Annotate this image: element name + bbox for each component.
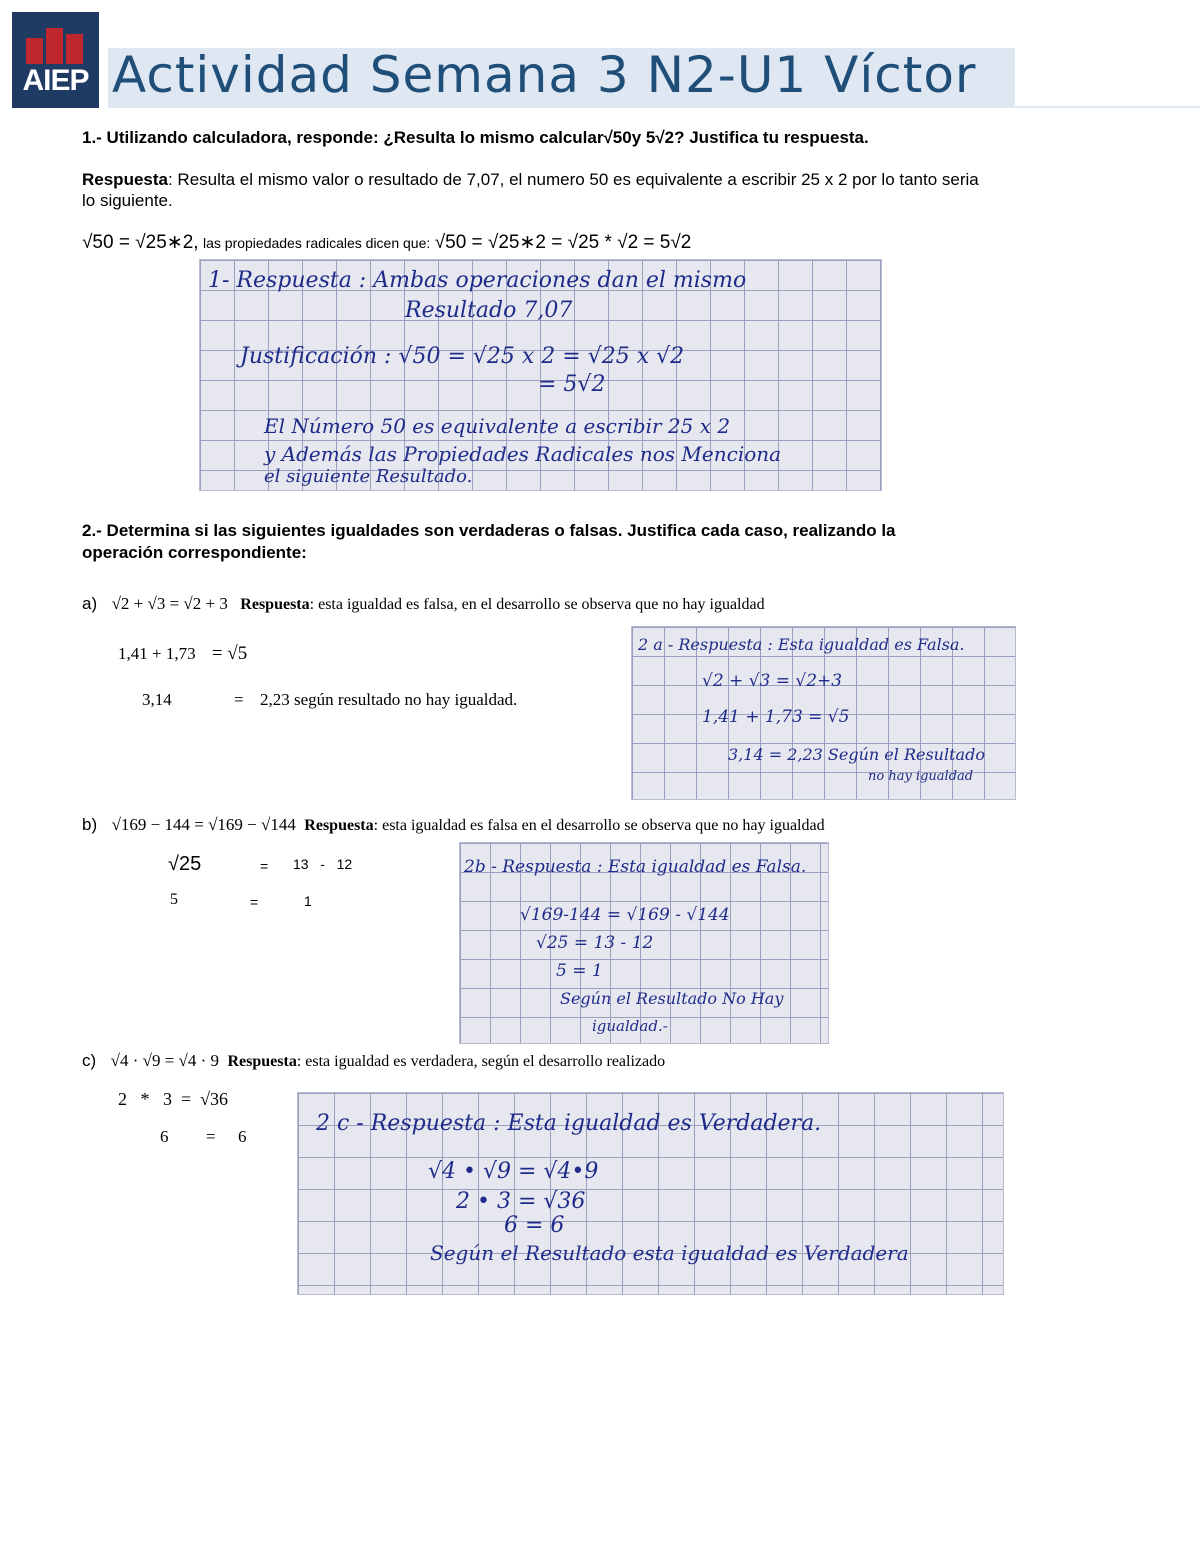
aiep-logo	[12, 12, 99, 108]
hw-2b-line: Según el Resultado No Hay	[560, 989, 784, 1008]
page-title: Actividad Semana 3 N2-U1 Víctor	[112, 46, 977, 104]
item-2a-label: a)	[82, 594, 98, 613]
hw-2b-line: igualdad.-	[592, 1017, 668, 1035]
item-2b-label: b)	[82, 815, 98, 834]
handwritten-photo-2b	[459, 842, 829, 1044]
item-2a-step2-left: 3,14	[142, 690, 172, 709]
hw-2b-line: √25 = 13 - 12	[536, 933, 654, 953]
item-2b-resp-label: Respuesta	[304, 817, 374, 834]
item-2b-step1-right: 13 - 12	[293, 856, 353, 872]
hw-2a-line: 1,41 + 1,73 = √5	[702, 707, 850, 727]
answer-1-text-2: lo siguiente.	[82, 191, 173, 210]
hw-2a-line: √2 + √3 = √2+3	[702, 671, 843, 691]
formula-1-text: las propiedades radicales dicen que:	[203, 235, 431, 251]
hw-1-line: Resultado 7,07	[405, 298, 573, 323]
hw-1-line: = 5√2	[538, 372, 606, 397]
hw-2c-line: 6 = 6	[504, 1213, 565, 1238]
item-2a-resp-text: : esta igualdad es falsa, en el desarrollo se observa que no hay igualdad	[309, 596, 765, 613]
hw-2c-line: Según el Resultado esta igualdad es Verdadera	[430, 1241, 909, 1265]
step1-right: = √5	[211, 643, 248, 664]
item-2a-expr: √2 + √3 = √2 + 3	[111, 594, 228, 613]
hw-1-line: el siguiente Resultado.	[264, 466, 473, 487]
item-2c-step1: 2 * 3 = √36	[118, 1089, 229, 1109]
handwritten-photo-2c	[297, 1092, 1004, 1295]
hw-2b-line: 5 = 1	[556, 961, 603, 981]
item-2b-step2-eq: =	[250, 894, 259, 910]
item-2c-resp-label: Respuesta	[227, 1053, 297, 1070]
item-2b-expr: √169 − 144 = √169 − √144	[111, 815, 296, 834]
hw-1-line: El Número 50 es equivalente a escribir 25 x 2	[264, 414, 731, 438]
question-2-line2: operación correspondiente:	[82, 543, 307, 562]
formula-1b: √50 = √25∗2 = √25 * √2 = 5√2	[434, 232, 692, 253]
item-2a-step1	[118, 643, 247, 665]
answer-1	[82, 169, 1132, 211]
item-2b-step2-right: 1	[304, 893, 312, 909]
hw-1-line: y Además las Propiedades Radicales nos Menciona	[264, 442, 782, 466]
item-2b-step1-eq: =	[260, 858, 269, 874]
item-2a-resp-label: Respuesta	[240, 596, 310, 613]
item-2b	[82, 815, 825, 835]
step1-left: 1,41 + 1,73	[118, 644, 196, 663]
hw-2a-line: no hay igualdad	[868, 769, 974, 784]
item-2a-step2-eq: =	[234, 690, 244, 709]
answer-1-label: Respuesta	[82, 170, 168, 189]
hw-2c-line: √4 • √9 = √4•9	[428, 1159, 599, 1184]
handwritten-photo-2a	[631, 626, 1016, 800]
item-2a-step2-right: 2,23 según resultado no hay igualdad.	[260, 690, 518, 709]
formula-1	[82, 231, 691, 254]
hw-2a-line: 3,14 = 2,23 Según el Resultado	[728, 745, 985, 764]
item-2b-step2-left: 5	[170, 891, 178, 908]
item-2c	[82, 1051, 665, 1071]
title-underline	[108, 106, 1200, 108]
item-2c-expr: √4 · √9 = √4 · 9	[110, 1051, 220, 1070]
hw-2b-line: √169-144 = √169 - √144	[520, 905, 730, 925]
item-2c-resp-text: : esta igualdad es verdadera, según el desarrollo realizado	[296, 1053, 666, 1070]
hw-2a-line: 2 a - Respuesta : Esta igualdad es Falsa.	[638, 635, 965, 654]
item-2c-step2-eq: =	[206, 1127, 216, 1146]
question-2	[82, 520, 1062, 564]
question-2-line1: 2.- Determina si las siguientes igualdades son verdaderas o falsas. Justifica cada caso, realizando la	[82, 521, 896, 540]
item-2c-step2-right: 6	[238, 1127, 247, 1146]
question-1: 1.- Utilizando calculadora, responde: ¿Resulta lo mismo calcular√50y 5√2? Justifica tu respuesta.	[82, 128, 869, 147]
hw-2b-line: 2b - Respuesta : Esta igualdad es Falsa.	[464, 857, 807, 877]
formula-1a: √50 = √25∗2,	[82, 232, 199, 253]
answer-1-text: : Resulta el mismo valor o resultado de 7,07, el numero 50 es equivalente a escribir 25 x 2 por lo tanto seria	[167, 170, 979, 189]
hw-1-line: 1- Respuesta : Ambas operaciones dan el mismo	[208, 268, 747, 293]
item-2c-step2-left: 6	[160, 1127, 169, 1146]
handwritten-photo-1	[199, 259, 882, 491]
hw-1-line: Justificación : √50 = √25 x 2 = √25 x √2	[240, 344, 685, 369]
logo-bars-icon	[26, 28, 84, 64]
item-2b-resp-text: : esta igualdad es falsa en el desarrollo se observa que no hay igualdad	[373, 817, 825, 834]
hw-2c-line: 2 • 3 = √36	[456, 1189, 586, 1214]
item-2b-step1-left: √25	[168, 853, 202, 875]
item-2a	[82, 594, 765, 614]
logo-text: AIEP	[22, 64, 89, 97]
hw-2c-line: 2 c - Respuesta : Esta igualdad es Verdadera.	[316, 1111, 822, 1136]
item-2c-label: c)	[82, 1051, 97, 1070]
